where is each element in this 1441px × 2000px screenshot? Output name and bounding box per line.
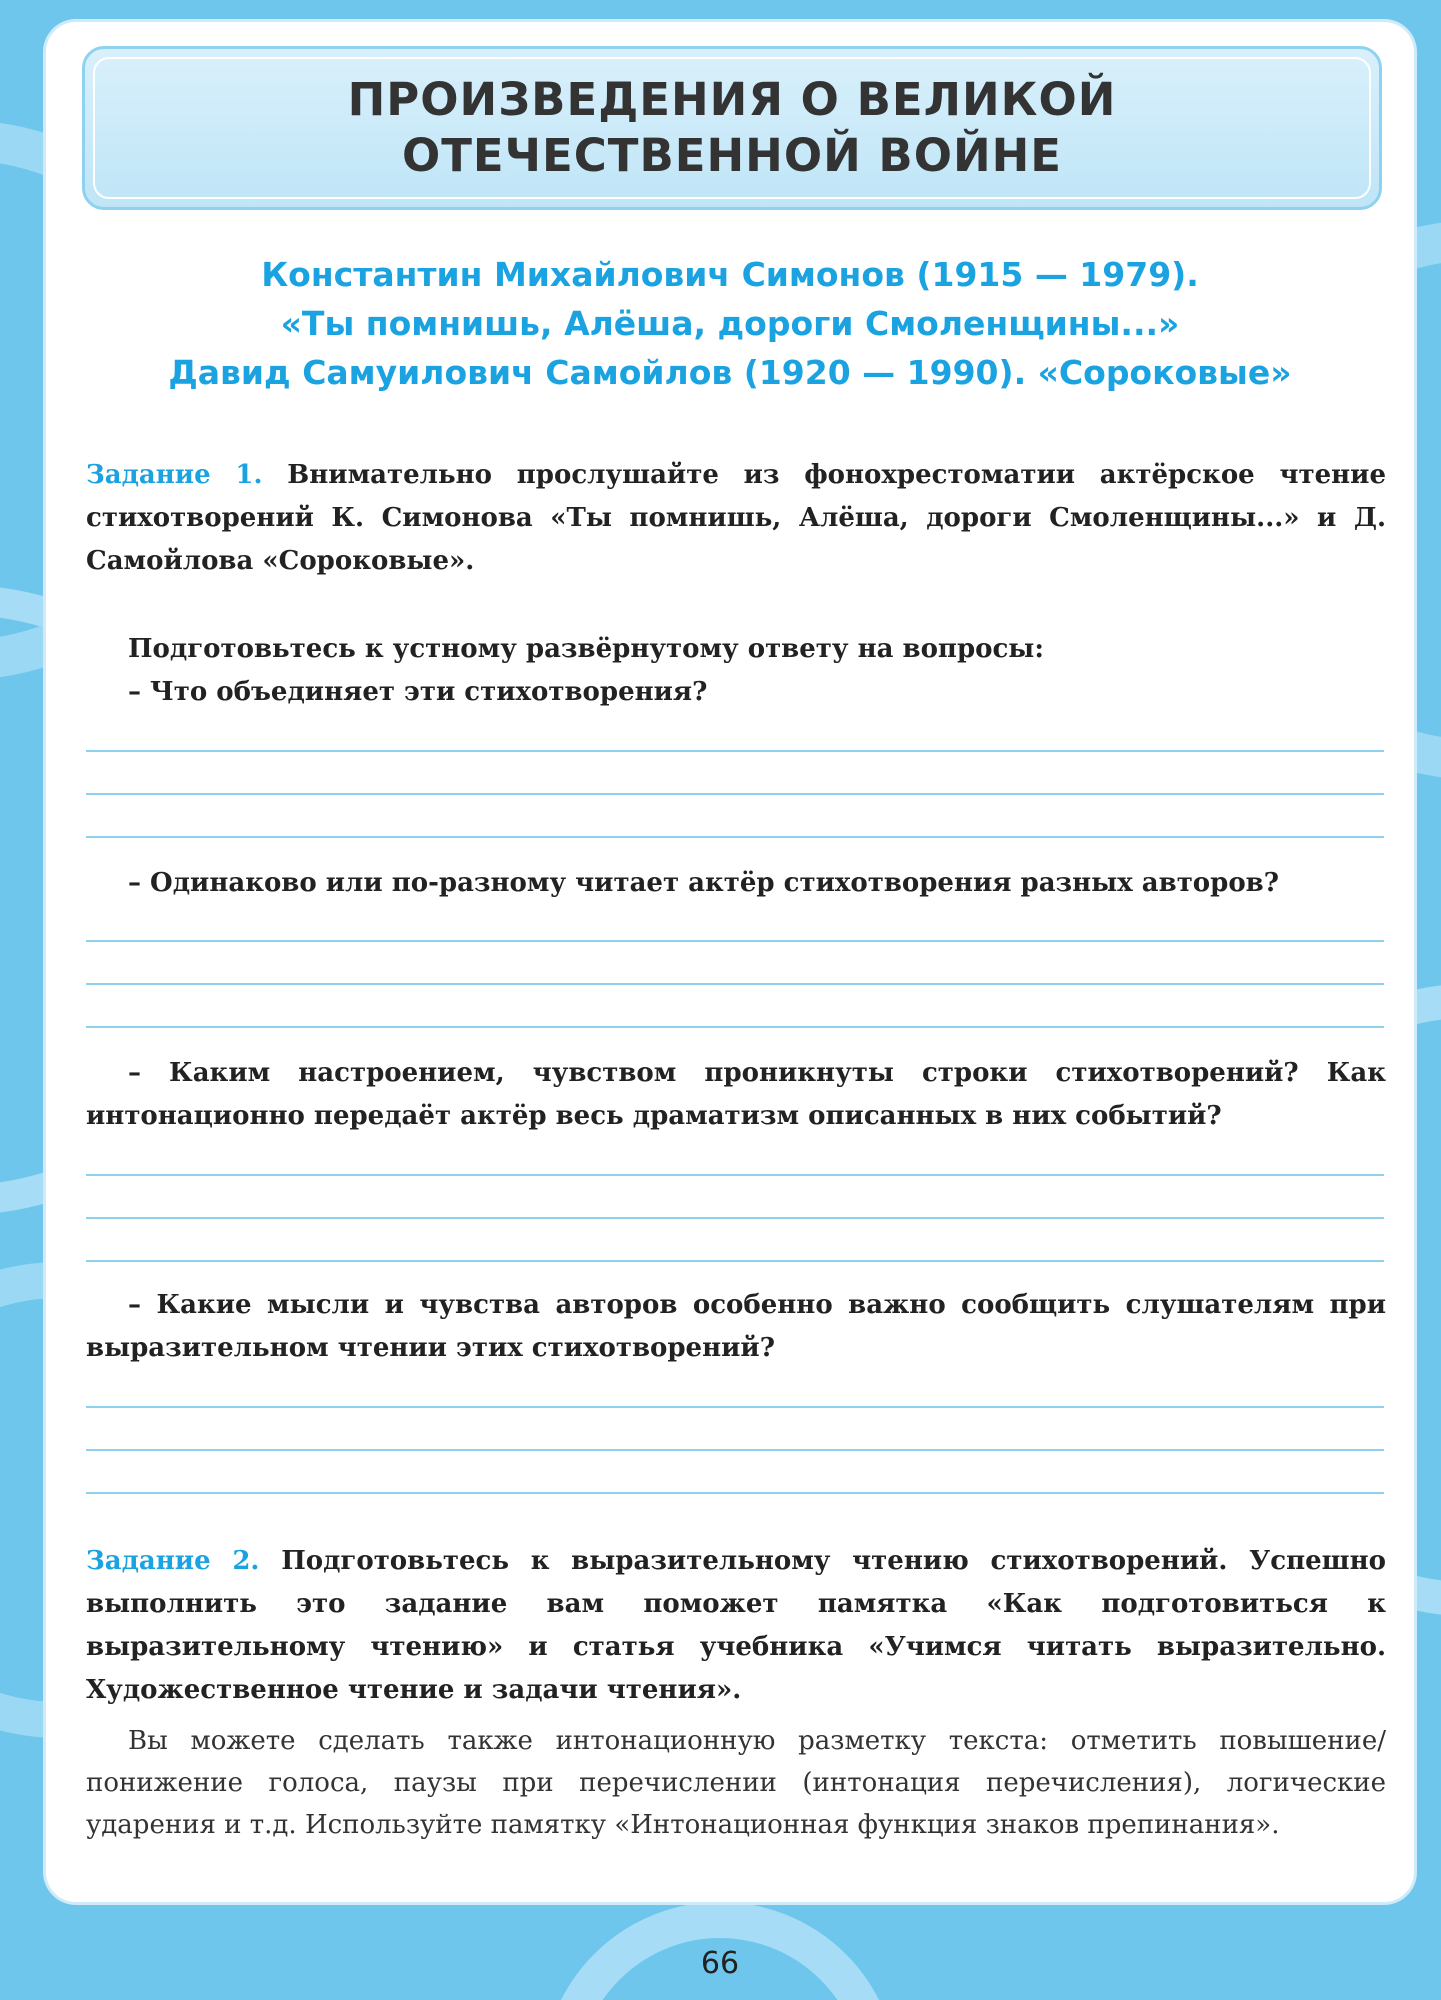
header-line-2: ОТЕЧЕСТВЕННОЙ ВОЙНЕ xyxy=(401,129,1063,182)
task-2-note: Вы можете сделать также интонационную разметку текста: отметить повышение/понижение голоса, паузы при перечислении (интонация перечисления), логические ударения и т.д. Используйте памятку «Интонационная функция знаков препинания». xyxy=(86,1726,1386,1840)
answer-line[interactable] xyxy=(86,750,1384,752)
task-2 xyxy=(86,1540,1386,1712)
section-header-banner xyxy=(82,46,1382,210)
answer-line[interactable] xyxy=(86,1406,1384,1408)
task-2-text: Подготовьтесь к выразительному чтению стихотворений. Успешно выполнить это задание вам поможет памятка «Как подготовиться к выразительному чтению» и статья учебника «Учимся читать выразительно. Художественное чтение и задачи чтения». xyxy=(86,1546,1386,1705)
answer-line[interactable] xyxy=(86,1174,1384,1176)
answer-line[interactable] xyxy=(86,1449,1384,1451)
authors-subtitle xyxy=(46,250,1414,397)
answer-line[interactable] xyxy=(86,1492,1384,1494)
task-1-label: Задание 1. xyxy=(86,460,263,490)
task-1-text: Внимательно прослушайте из фонохрестоматии актёрское чтение стихотворений К. Симонова «Ты помнишь, Алёша, дороги Смоленщины...» и Д. Самойлова «Сороковые». xyxy=(86,460,1386,576)
page-number: 66 xyxy=(700,1946,740,1981)
workbook-page xyxy=(46,22,1414,1902)
task-2-label: Задание 2. xyxy=(86,1546,260,1576)
subtitle-line-3: Давид Самуилович Самойлов (1920 — 1990). «Сороковые» xyxy=(168,353,1292,392)
question-1: – Что объединяет эти стихотворения? xyxy=(128,677,708,707)
question-3: – Каким настроением, чувством проникнуты строки стихотворений? Как интонационно передаёт актёр весь драматизм описанных в них событий? xyxy=(86,1058,1386,1131)
answer-line[interactable] xyxy=(86,1026,1384,1028)
question-4: – Какие мысли и чувства авторов особенно важно сообщить слушателям при выразительном чтении этих стихотворений? xyxy=(86,1290,1386,1363)
answer-line[interactable] xyxy=(86,793,1384,795)
subtitle-line-1: Константин Михайлович Симонов (1915 — 1979). xyxy=(261,255,1199,294)
answer-line[interactable] xyxy=(86,983,1384,985)
header-line-1: ПРОИЗВЕДЕНИЯ О ВЕЛИКОЙ xyxy=(347,73,1117,126)
task-1-intro: Подготовьтесь к устному развёрнутому ответу на вопросы: xyxy=(128,634,1044,664)
answer-line[interactable] xyxy=(86,836,1384,838)
task-1 xyxy=(86,454,1386,583)
answer-line[interactable] xyxy=(86,940,1384,942)
subtitle-line-2: «Ты помнишь, Алёша, дороги Смоленщины...» xyxy=(280,304,1180,343)
answer-line[interactable] xyxy=(86,1260,1384,1262)
answer-line[interactable] xyxy=(86,1217,1384,1219)
question-2: – Одинаково или по-разному читает актёр стихотворения разных авторов? xyxy=(128,868,1279,898)
